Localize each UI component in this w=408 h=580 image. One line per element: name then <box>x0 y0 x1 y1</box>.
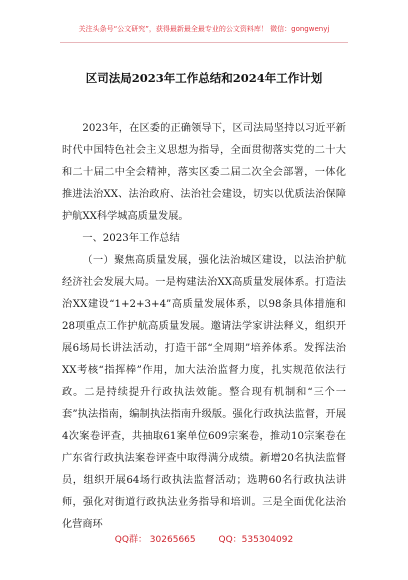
header-divider <box>60 42 348 43</box>
paragraph-section-1: （一）聚焦高质量发展，强化法治城区建设，以法治护航经济社会发展大局。一是构建法治XX高质量发展体系。打造法治XX建设“1+2+3+4”高质量发展体系，以98条具体措施和28项重点工作护航高质量发展。邀请法学家讲法释义，组织开展6场局长讲法活动，打造干部“全周期”培养体系。发挥法治XX考核“指挥棒”作用，加大法治监督力度，扎实规范依法行政。二是持续提升行政执法效能。整合现有机制和“三个一套”执法指南，编制执法指南升级版。强化行政执法监督，开展4次案卷评查，共抽取61案单位609宗案卷，推动10宗案卷在广东省行政执法案卷评查中取得满分成绩。新增20名执法监督员，组织开展64场行政执法监督活动；选聘60名行政执法讲师，强化对街道行政执法业务指导和培训。三是全面优化法治化营商环 <box>62 255 346 530</box>
paragraph-intro: 2023年，在区委的正确领导下，区司法局坚持以习近平新时代中国特色社会主义思想为指导，全面贯彻落实党的二十大和二十届二中全会精神，落实区委二届二次全会部署，一体化推进法治XX、法治政府、法治社会建设，切实以优质法治保障护航XX科学城高质量发展。 <box>62 123 346 222</box>
footer-contact <box>0 532 408 545</box>
footer-qq-group: QQ群： 30265665 <box>114 535 196 545</box>
footer-qq: QQ：535304092 <box>218 535 294 545</box>
section-heading: 一、2023年工作总结 <box>82 233 180 244</box>
document-body <box>62 118 346 536</box>
header-banner: 关注头条号“公文研究”，获得最新最全最专业的公文资料库！ 微信：gongwenyj <box>78 25 330 33</box>
document-title: 区司法局2023年工作总结和2024年工作计划 <box>85 71 323 85</box>
